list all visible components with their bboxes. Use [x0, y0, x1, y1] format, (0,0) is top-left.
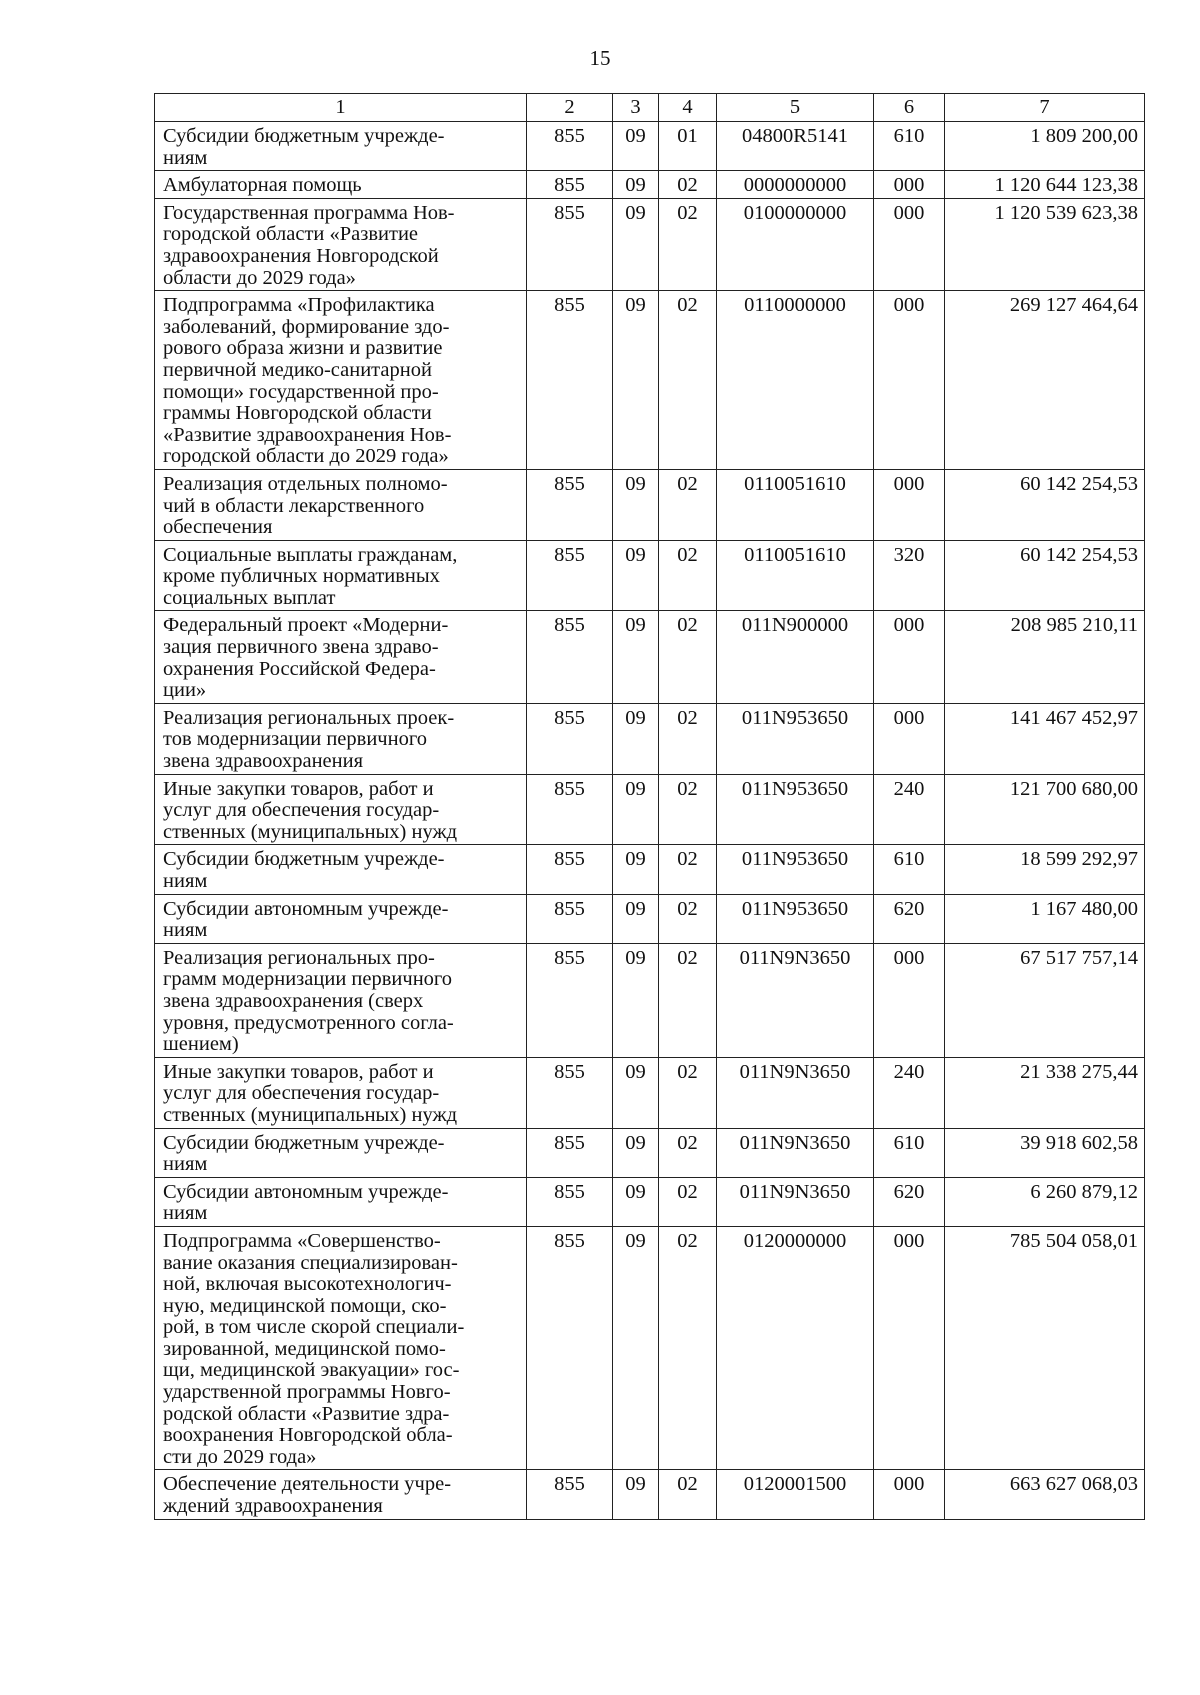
- table-row: [155, 291, 1145, 470]
- expense-type-cell: 000: [874, 703, 945, 774]
- section-code-cell: 09: [613, 611, 659, 703]
- table-row: [155, 1226, 1145, 1470]
- expense-type-cell: 620: [874, 1177, 945, 1226]
- target-article-cell: 0000000000: [717, 171, 874, 199]
- section-code-cell: 09: [613, 774, 659, 845]
- expense-name-cell: Федеральный проект «Модерни- зация первичного звена здраво- охранения Российской Федера- ции»: [155, 611, 527, 703]
- target-article-cell: 011N953650: [717, 845, 874, 894]
- table-row: [155, 171, 1145, 199]
- expense-name-cell: Субсидии бюджетным учрежде- ниям: [155, 845, 527, 894]
- ministry-code-cell: 855: [527, 1128, 613, 1177]
- expense-type-cell: 000: [874, 469, 945, 540]
- ministry-code-cell: 855: [527, 1470, 613, 1519]
- target-article-cell: 011N953650: [717, 894, 874, 943]
- target-article-cell: 04800R5141: [717, 122, 874, 171]
- section-code-cell: 09: [613, 845, 659, 894]
- expense-type-cell: 000: [874, 943, 945, 1057]
- expense-type-cell: 240: [874, 1057, 945, 1128]
- amount-cell: 21 338 275,44: [945, 1057, 1145, 1128]
- amount-cell: 18 599 292,97: [945, 845, 1145, 894]
- expense-type-cell: 610: [874, 122, 945, 171]
- target-article-cell: 0100000000: [717, 198, 874, 290]
- target-article-cell: 011N9N3650: [717, 943, 874, 1057]
- subsection-code-cell: 02: [659, 1226, 717, 1470]
- expense-name-cell: Субсидии бюджетным учрежде- ниям: [155, 1128, 527, 1177]
- table-row: [155, 122, 1145, 171]
- subsection-code-cell: 02: [659, 291, 717, 470]
- amount-cell: 121 700 680,00: [945, 774, 1145, 845]
- ministry-code-cell: 855: [527, 943, 613, 1057]
- expense-type-cell: 000: [874, 1226, 945, 1470]
- subsection-code-cell: 02: [659, 703, 717, 774]
- subsection-code-cell: 02: [659, 894, 717, 943]
- table-row: [155, 611, 1145, 703]
- table-row: [155, 1128, 1145, 1177]
- amount-cell: 269 127 464,64: [945, 291, 1145, 470]
- amount-cell: 141 467 452,97: [945, 703, 1145, 774]
- header-col-6: 6: [874, 94, 945, 122]
- expense-type-cell: 000: [874, 611, 945, 703]
- section-code-cell: 09: [613, 198, 659, 290]
- ministry-code-cell: 855: [527, 845, 613, 894]
- header-col-3: 3: [613, 94, 659, 122]
- amount-cell: 663 627 068,03: [945, 1470, 1145, 1519]
- table-row: [155, 469, 1145, 540]
- table-body: [155, 122, 1145, 1520]
- table-row: [155, 845, 1145, 894]
- ministry-code-cell: 855: [527, 1226, 613, 1470]
- ministry-code-cell: 855: [527, 540, 613, 611]
- header-col-2: 2: [527, 94, 613, 122]
- ministry-code-cell: 855: [527, 611, 613, 703]
- target-article-cell: 011N953650: [717, 703, 874, 774]
- amount-cell: 67 517 757,14: [945, 943, 1145, 1057]
- ministry-code-cell: 855: [527, 1057, 613, 1128]
- target-article-cell: 011N9N3650: [717, 1177, 874, 1226]
- amount-cell: 208 985 210,11: [945, 611, 1145, 703]
- section-code-cell: 09: [613, 1128, 659, 1177]
- ministry-code-cell: 855: [527, 703, 613, 774]
- expense-name-cell: Субсидии автономным учрежде- ниям: [155, 1177, 527, 1226]
- amount-cell: 1 120 539 623,38: [945, 198, 1145, 290]
- target-article-cell: 011N9N3650: [717, 1128, 874, 1177]
- expense-type-cell: 240: [874, 774, 945, 845]
- subsection-code-cell: 01: [659, 122, 717, 171]
- expense-type-cell: 000: [874, 1470, 945, 1519]
- expense-type-cell: 000: [874, 198, 945, 290]
- expense-name-cell: Амбулаторная помощь: [155, 171, 527, 199]
- section-code-cell: 09: [613, 171, 659, 199]
- section-code-cell: 09: [613, 703, 659, 774]
- expense-name-cell: Субсидии бюджетным учрежде- ниям: [155, 122, 527, 171]
- table-row: [155, 703, 1145, 774]
- section-code-cell: 09: [613, 1057, 659, 1128]
- target-article-cell: 011N900000: [717, 611, 874, 703]
- target-article-cell: 0120001500: [717, 1470, 874, 1519]
- section-code-cell: 09: [613, 1470, 659, 1519]
- table-row: [155, 1057, 1145, 1128]
- section-code-cell: 09: [613, 540, 659, 611]
- subsection-code-cell: 02: [659, 540, 717, 611]
- target-article-cell: 0110051610: [717, 469, 874, 540]
- amount-cell: 785 504 058,01: [945, 1226, 1145, 1470]
- subsection-code-cell: 02: [659, 1057, 717, 1128]
- expense-type-cell: 610: [874, 845, 945, 894]
- header-row: [155, 94, 1145, 122]
- expense-type-cell: 620: [874, 894, 945, 943]
- table-row: [155, 540, 1145, 611]
- section-code-cell: 09: [613, 1177, 659, 1226]
- ministry-code-cell: 855: [527, 1177, 613, 1226]
- target-article-cell: 0120000000: [717, 1226, 874, 1470]
- expense-name-cell: Государственная программа Нов- городской области «Развитие здравоохранения Новгородской области до 2029 года»: [155, 198, 527, 290]
- subsection-code-cell: 02: [659, 845, 717, 894]
- subsection-code-cell: 02: [659, 943, 717, 1057]
- table-row: [155, 894, 1145, 943]
- ministry-code-cell: 855: [527, 774, 613, 845]
- ministry-code-cell: 855: [527, 469, 613, 540]
- target-article-cell: 0110000000: [717, 291, 874, 470]
- budget-table: [154, 93, 1145, 1520]
- section-code-cell: 09: [613, 291, 659, 470]
- subsection-code-cell: 02: [659, 611, 717, 703]
- expense-name-cell: Субсидии автономным учрежде- ниям: [155, 894, 527, 943]
- expense-type-cell: 610: [874, 1128, 945, 1177]
- ministry-code-cell: 855: [527, 198, 613, 290]
- expense-name-cell: Реализация отдельных полномо- чий в области лекарственного обеспечения: [155, 469, 527, 540]
- table-row: [155, 943, 1145, 1057]
- expense-name-cell: Иные закупки товаров, работ и услуг для обеспечения государ- ственных (муниципальных) нужд: [155, 1057, 527, 1128]
- amount-cell: 60 142 254,53: [945, 469, 1145, 540]
- table-row: [155, 774, 1145, 845]
- expense-name-cell: Реализация региональных проек- тов модернизации первичного звена здравоохранения: [155, 703, 527, 774]
- table-row: [155, 1177, 1145, 1226]
- table-row: [155, 1470, 1145, 1519]
- header-col-5: 5: [717, 94, 874, 122]
- expense-type-cell: 320: [874, 540, 945, 611]
- expense-type-cell: 000: [874, 291, 945, 470]
- section-code-cell: 09: [613, 1226, 659, 1470]
- amount-cell: 1 120 644 123,38: [945, 171, 1145, 199]
- expense-type-cell: 000: [874, 171, 945, 199]
- subsection-code-cell: 02: [659, 469, 717, 540]
- target-article-cell: 011N953650: [717, 774, 874, 845]
- section-code-cell: 09: [613, 469, 659, 540]
- header-col-1: 1: [155, 94, 527, 122]
- subsection-code-cell: 02: [659, 1177, 717, 1226]
- table-header: [155, 94, 1145, 122]
- ministry-code-cell: 855: [527, 894, 613, 943]
- target-article-cell: 011N9N3650: [717, 1057, 874, 1128]
- subsection-code-cell: 02: [659, 774, 717, 845]
- expense-name-cell: Обеспечение деятельности учре- ждений здравоохранения: [155, 1470, 527, 1519]
- header-col-4: 4: [659, 94, 717, 122]
- expense-name-cell: Подпрограмма «Совершенство- вание оказания специализирован- ной, включая высокотехнологич- ную, медицинской помощи, ско- рой, в том числе скорой специали- зированной, медицинской помо- щи, медицинской эвакуации» гос- ударственной программы Новго- родской области «Развитие здра- воохранения Новгородской обла- сти до 2029 года»: [155, 1226, 527, 1470]
- expense-name-cell: Социальные выплаты гражданам, кроме публичных нормативных социальных выплат: [155, 540, 527, 611]
- ministry-code-cell: 855: [527, 122, 613, 171]
- expense-name-cell: Иные закупки товаров, работ и услуг для обеспечения государ- ственных (муниципальных) нужд: [155, 774, 527, 845]
- target-article-cell: 0110051610: [717, 540, 874, 611]
- section-code-cell: 09: [613, 943, 659, 1057]
- subsection-code-cell: 02: [659, 1470, 717, 1519]
- expense-name-cell: Подпрограмма «Профилактика заболеваний, формирование здо- рового образа жизни и развитие первичной медико-санитарной помощи» государственной про- граммы Новгородской области «Развитие здравоохранения Нов- городской области до 2029 года»: [155, 291, 527, 470]
- ministry-code-cell: 855: [527, 291, 613, 470]
- subsection-code-cell: 02: [659, 198, 717, 290]
- amount-cell: 6 260 879,12: [945, 1177, 1145, 1226]
- amount-cell: 1 167 480,00: [945, 894, 1145, 943]
- expense-name-cell: Реализация региональных про- грамм модернизации первичного звена здравоохранения (сверх уровня, предусмотренного согла- шением): [155, 943, 527, 1057]
- amount-cell: 60 142 254,53: [945, 540, 1145, 611]
- subsection-code-cell: 02: [659, 171, 717, 199]
- page-number: 15: [589, 46, 611, 70]
- subsection-code-cell: 02: [659, 1128, 717, 1177]
- ministry-code-cell: 855: [527, 171, 613, 199]
- table-row: [155, 198, 1145, 290]
- amount-cell: 39 918 602,58: [945, 1128, 1145, 1177]
- section-code-cell: 09: [613, 122, 659, 171]
- amount-cell: 1 809 200,00: [945, 122, 1145, 171]
- header-col-7: 7: [945, 94, 1145, 122]
- section-code-cell: 09: [613, 894, 659, 943]
